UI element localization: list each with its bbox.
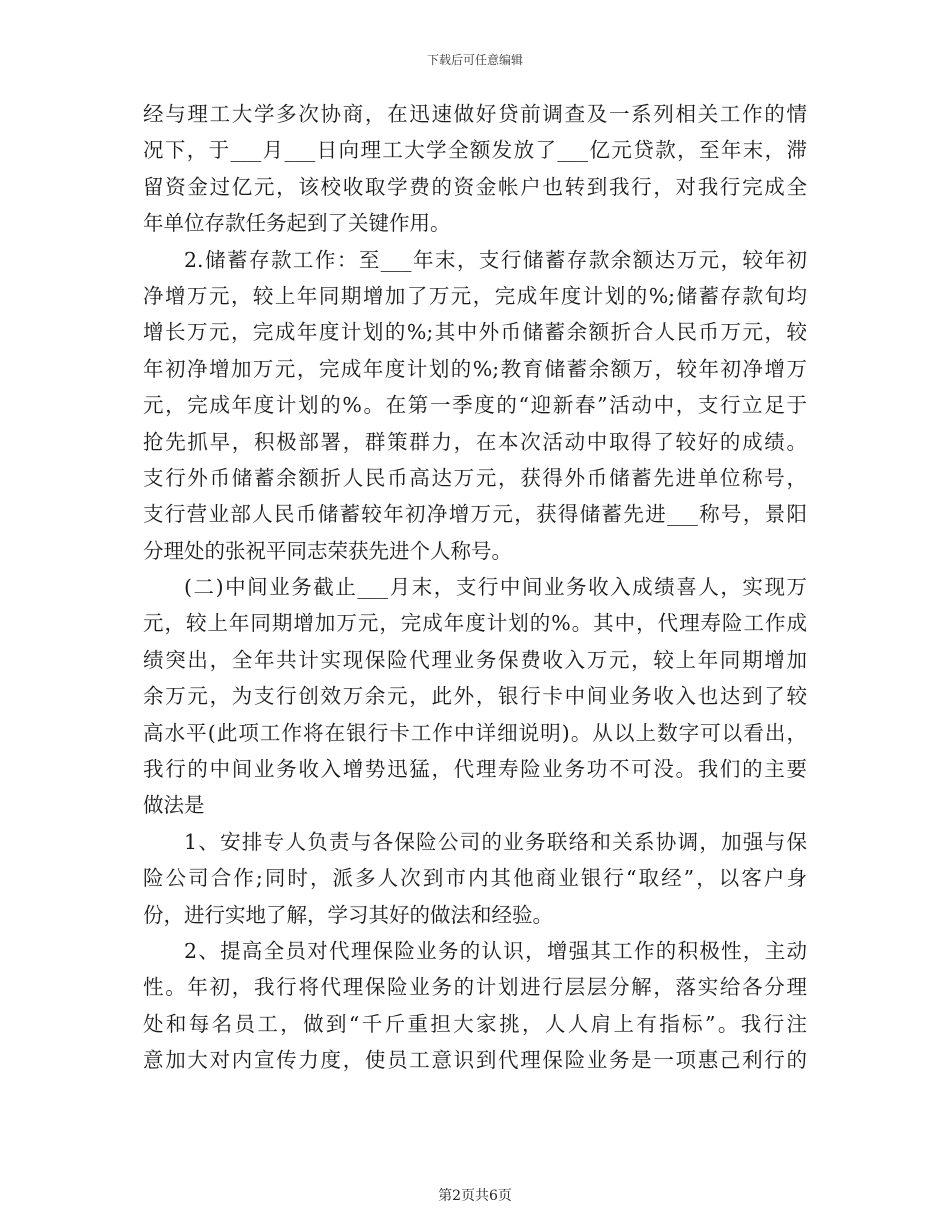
paragraph-line: 我行的中间业务收入增势迅猛，代理寿险业务功不可没。我们的主要 <box>143 757 807 782</box>
paragraph-line: 处和每名员工，做到“千斤重担大家挑，人人肩上有指标”。我行注 <box>143 1011 807 1036</box>
paragraph-line: 年初净增加万元，完成年度计划的%;教育储蓄余额万，较年初净增万 <box>143 356 807 381</box>
paragraph-line: 经与理工大学多次协商，在迅速做好贷前调查及一系列相关工作的情 <box>143 102 807 126</box>
paragraph-line: 留资金过亿元，该校收取学费的资金帐户也转到我行，对我行完成全 <box>143 174 807 199</box>
paragraph-line: 险公司合作;同时，派多人次到市内其他商业银行“取经”，以客户身 <box>143 866 807 891</box>
paragraph-line: (二)中间业务截止___月末，支行中间业务收入成绩喜人，实现万 <box>184 575 807 600</box>
page-header: 下载后可任意编辑 <box>426 53 523 67</box>
paragraph-line: 抢先抓早，积极部署，群策群力，在本次活动中取得了较好的成绩。 <box>143 429 807 454</box>
paragraph-line: 元，较上年同期增加万元，完成年度计划的%。其中，代理寿险工作成 <box>143 611 807 636</box>
paragraph-line: 2、提高全员对代理保险业务的认识，增强其工作的积极性，主动 <box>184 938 807 963</box>
paragraph-line: 意加大对内宣传力度，使员工意识到代理保险业务是一项惠己利行的 <box>143 1048 807 1073</box>
paragraph-line: 增长万元，完成年度计划的%;其中外币储蓄余额折合人民币万元，较 <box>143 320 807 345</box>
document-body <box>143 96 807 1079</box>
paragraph-line: 分理处的张祝平同志荣获先进个人称号。 <box>143 538 512 563</box>
paragraph-line: 高水平(此项工作将在银行卡工作中详细说明)。从以上数字可以看出， <box>143 720 807 745</box>
paragraph-line: 性。年初，我行将代理保险业务的计划进行层层分解，落实给各分理 <box>143 975 807 1000</box>
paragraph-line: 况下，于___月___日向理工大学全额发放了___亿元贷款，至年末，滞 <box>143 138 807 163</box>
paragraph-line: 余万元，为支行创效万余元，此外，银行卡中间业务收入也达到了较 <box>143 684 807 709</box>
paragraph-line: 元，完成年度计划的%。在第一季度的“迎新春”活动中，支行立足于 <box>143 393 807 418</box>
paragraph-line: 做法是 <box>143 793 205 818</box>
paragraph-line: 支行营业部人民币储蓄较年初净增万元，获得储蓄先进___称号，景阳 <box>143 502 807 527</box>
paragraph-line: 净增万元，较上年同期增加了万元，完成年度计划的%;储蓄存款旬均 <box>143 283 807 308</box>
paragraph-line: 2.储蓄存款工作：至___年末，支行储蓄存款余额达万元，较年初 <box>184 247 807 272</box>
paragraph-line: 份，进行实地了解，学习其好的做法和经验。 <box>143 902 553 927</box>
paragraph-line: 年单位存款任务起到了关键作用。 <box>143 211 451 236</box>
paragraph-line: 1、安排专人负责与各保险公司的业务联络和关系协调，加强与保 <box>184 829 807 854</box>
paragraph-line: 支行外币储蓄余额折人民币高达万元，获得外币储蓄先进单位称号， <box>143 465 807 490</box>
paragraph-line: 绩突出，全年共计实现保险代理业务保费收入万元，较上年同期增加 <box>143 647 807 672</box>
page-number: 第2页共6页 <box>438 1188 512 1204</box>
